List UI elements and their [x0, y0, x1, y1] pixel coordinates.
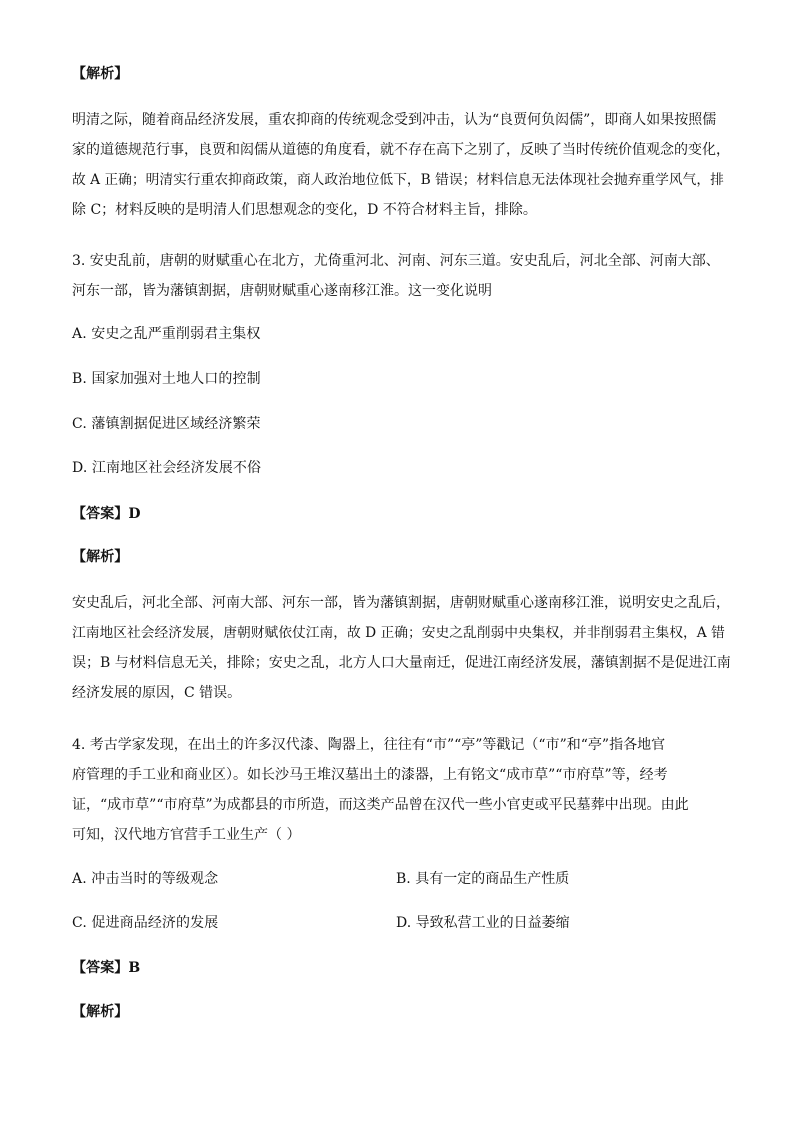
question-4-option-b: B. 具有一定的商品生产性质	[396, 871, 570, 887]
question-3-option-d: D. 江南地区社会经济发展不俗	[72, 460, 262, 476]
question-3-analysis-heading: 【解析】	[72, 549, 129, 565]
question-3-stem	[72, 246, 732, 306]
question-line: 4. 考古学家发现，在出土的许多汉代漆、陶器上，往往有“市”“亭”等戳记（“市”和“亭”指各地官	[72, 737, 666, 753]
question-line: 3. 安史乱前，唐朝的财赋重心在北方，尤倚重河北、河南、河东三道。安史乱后，河北全部、河南大部、	[72, 253, 720, 269]
question-line: 证，“成市草”“市府草”为成都县的市所造，而这类产品曾在汉代一些小官吏或平民墓葬中出现。由此	[72, 797, 689, 813]
analysis-line: 故 A 正确；明清实行重农抑商政策，商人政治地位低下，B 错误；材料信息无法体现社会抛弃重学风气，排	[72, 172, 724, 188]
question-3-option-b: B. 国家加强对土地人口的控制	[72, 371, 261, 387]
question-3-option-a: A. 安史之乱严重削弱君主集权	[72, 326, 261, 342]
analysis-line: 误；B 与材料信息无关，排除；安史之乱，北方人口大量南迁，促进江南经济发展，藩镇割据不是促进江南	[72, 655, 731, 671]
question-4-stem	[72, 730, 732, 850]
analysis-line: 除 C；材料反映的是明清人们思想观念的变化，D 不符合材料主旨，排除。	[72, 202, 537, 218]
question-3-answer: 【答案】D	[72, 506, 141, 522]
question-4-option-a: A. 冲击当时的等级观念	[72, 871, 219, 887]
analysis-line: 明清之际，随着商品经济发展，重农抑商的传统观念受到冲击，认为“良贾何负闳儒”，即商人如果按照儒	[72, 112, 717, 128]
question-4-answer: 【答案】B	[72, 960, 141, 976]
question-line: 府管理的手工业和商业区）。如长沙马王堆汉墓出土的漆器，上有铭文“成市草”“市府草”等，经考	[72, 767, 668, 783]
analysis-line: 安史乱后，河北全部、河南大部、河东一部，皆为藩镇割据，唐朝财赋重心遂南移江淮，说明安史之乱后，	[72, 595, 730, 611]
analysis-line: 家的道德规范行事，良贾和闳儒从道德的角度看，就不存在高下之别了，反映了当时传统价值观念的变化，	[72, 142, 730, 158]
question-line: 河东一部，皆为藩镇割据，唐朝财赋重心遂南移江淮。这一变化说明	[72, 283, 492, 299]
question-3-analysis	[72, 588, 732, 708]
analysis-line: 江南地区社会经济发展，唐朝财赋依仗江南，故 D 正确；安史之乱削弱中央集权，并非削弱君主集权，A 错	[72, 625, 725, 641]
analysis-heading-1: 【解析】	[72, 66, 129, 82]
question-4-analysis-heading: 【解析】	[72, 1004, 129, 1020]
analysis-line: 经济发展的原因，C 错误。	[72, 685, 242, 701]
question-4-option-c: C. 促进商品经济的发展	[72, 915, 219, 931]
question-3-option-c: C. 藩镇割据促进区域经济繁荣	[72, 416, 261, 432]
question-4-option-d: D. 导致私营工业的日益萎缩	[396, 915, 570, 931]
question-line: 可知，汉代地方官营手工业生产（ ）	[72, 827, 301, 843]
analysis-paragraph-1	[72, 105, 732, 225]
